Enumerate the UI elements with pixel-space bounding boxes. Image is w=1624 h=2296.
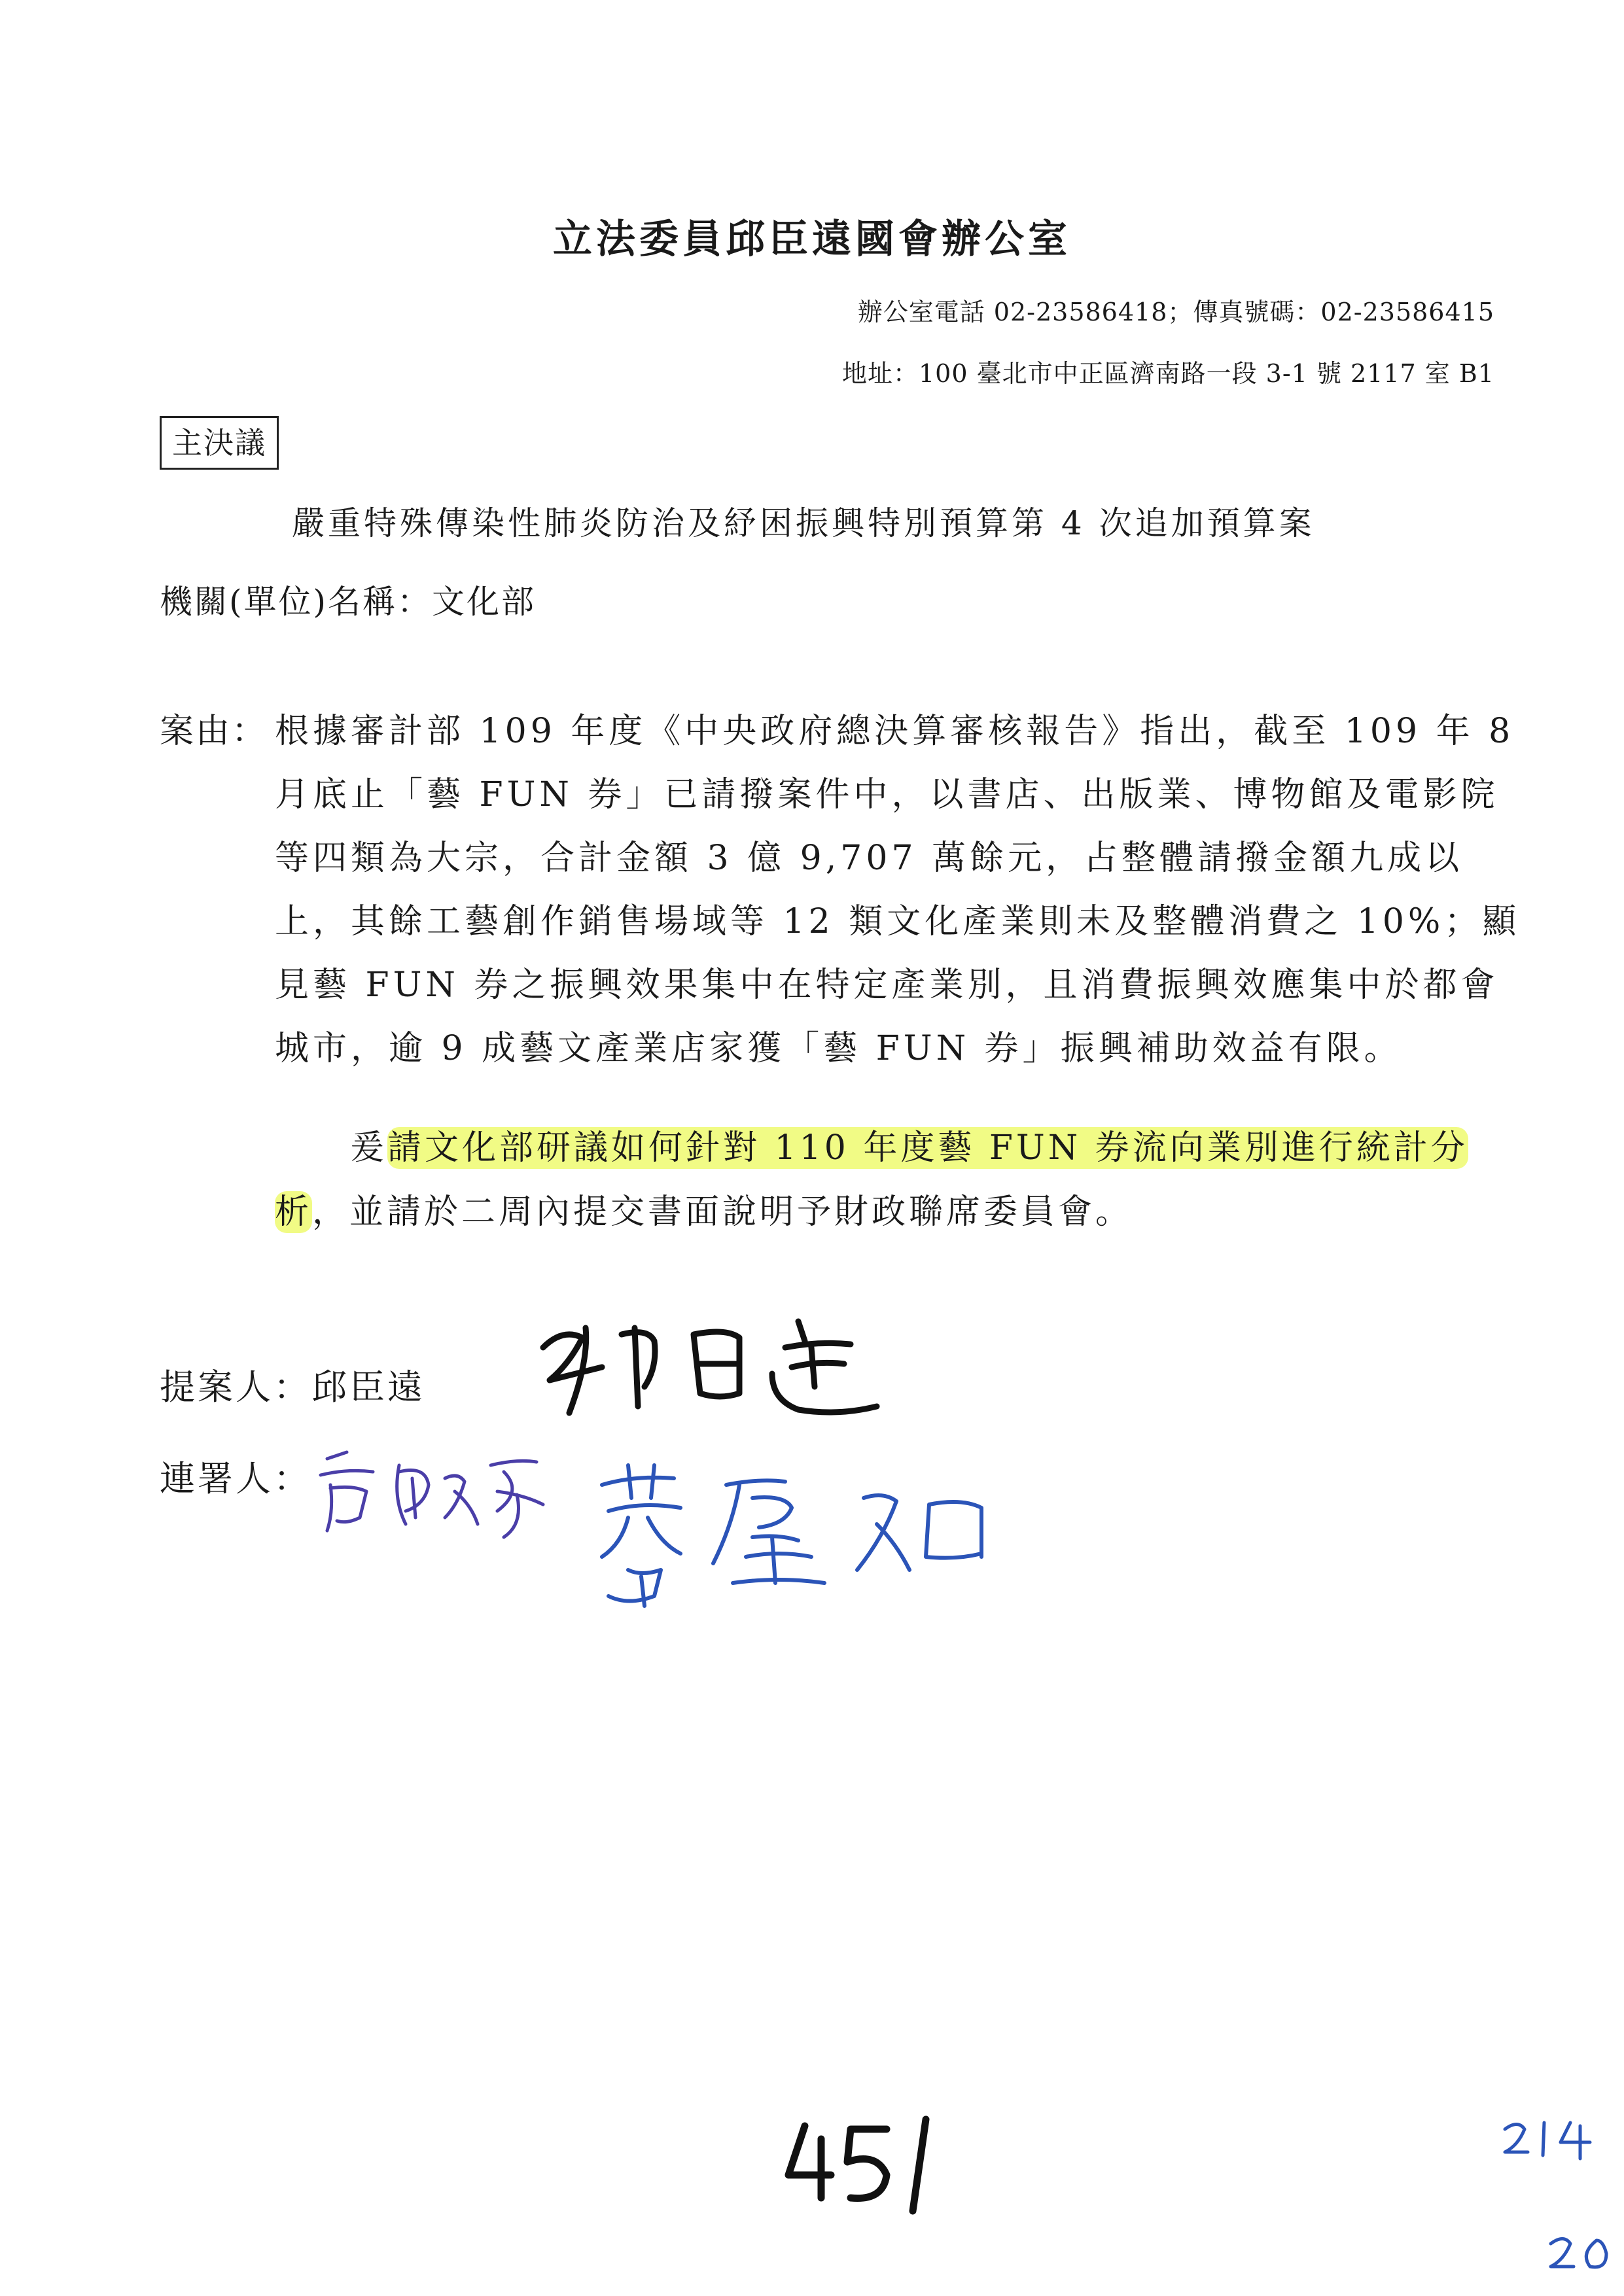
budget-subject: 嚴重特殊傳染性肺炎防治及紓困振興特別預算第 4 次追加預算案 <box>292 504 1315 542</box>
request-rest: ，並請於二周內提交書面說明予財政聯席委員會。 <box>312 1192 1133 1232</box>
case-label: 案由： <box>160 712 268 751</box>
case-line: 根據審計部 109 年度《中央政府總決算審核報告》指出，截至 109 年 8 <box>275 712 1515 751</box>
request-prefix: 爰 <box>350 1128 388 1168</box>
request-line-2 <box>275 1184 1133 1233</box>
case-line: 等四類為大宗，合計金額 3 億 9,707 萬餘元，占整體請撥金額九成以 <box>275 839 1464 878</box>
agency-name: 機關(單位)名稱：文化部 <box>160 583 537 621</box>
cosigner-signature-1 <box>308 1433 556 1550</box>
request-line-1 <box>350 1120 1468 1169</box>
cosigner-label: 連署人： <box>160 1458 311 1499</box>
corner-mark-1 <box>1498 2113 1597 2165</box>
corner-mark-2 <box>1544 2231 1616 2276</box>
case-line: 上，其餘工藝創作銷售場域等 12 類文化產業則未及整體消費之 10%；顯 <box>275 902 1521 941</box>
case-line: 見藝 FUN 券之振興效果集中在特定產業別，且消費振興效應集中於都會 <box>275 965 1499 1005</box>
doc-type-badge: 主決議 <box>160 416 279 470</box>
case-line: 城市，逾 9 成藝文產業店家獲「藝 FUN 券」振興補助效益有限。 <box>275 1029 1402 1068</box>
cosigner-signature-2 <box>589 1446 1034 1616</box>
proposer-signature <box>523 1302 890 1426</box>
highlighted-request: 請文化部研議如何針對 110 年度藝 FUN 券流向業別進行統計分 <box>387 1128 1468 1168</box>
case-line: 月底止「藝 FUN 券」已請撥案件中，以書店、出版業、博物館及電影院 <box>275 775 1499 814</box>
contact-address: 地址：100 臺北市中正區濟南路一段 3-1 號 2117 室 B1 <box>841 359 1494 388</box>
proposer-label: 提案人：邱臣遠 <box>160 1366 425 1408</box>
office-title: 立法委員邱臣遠國會辦公室 <box>553 217 1071 262</box>
contact-phone-fax: 辦公室電話 02-23586418；傳真號碼：02-23586415 <box>857 298 1494 326</box>
highlighted-request-end: 析 <box>275 1192 313 1232</box>
